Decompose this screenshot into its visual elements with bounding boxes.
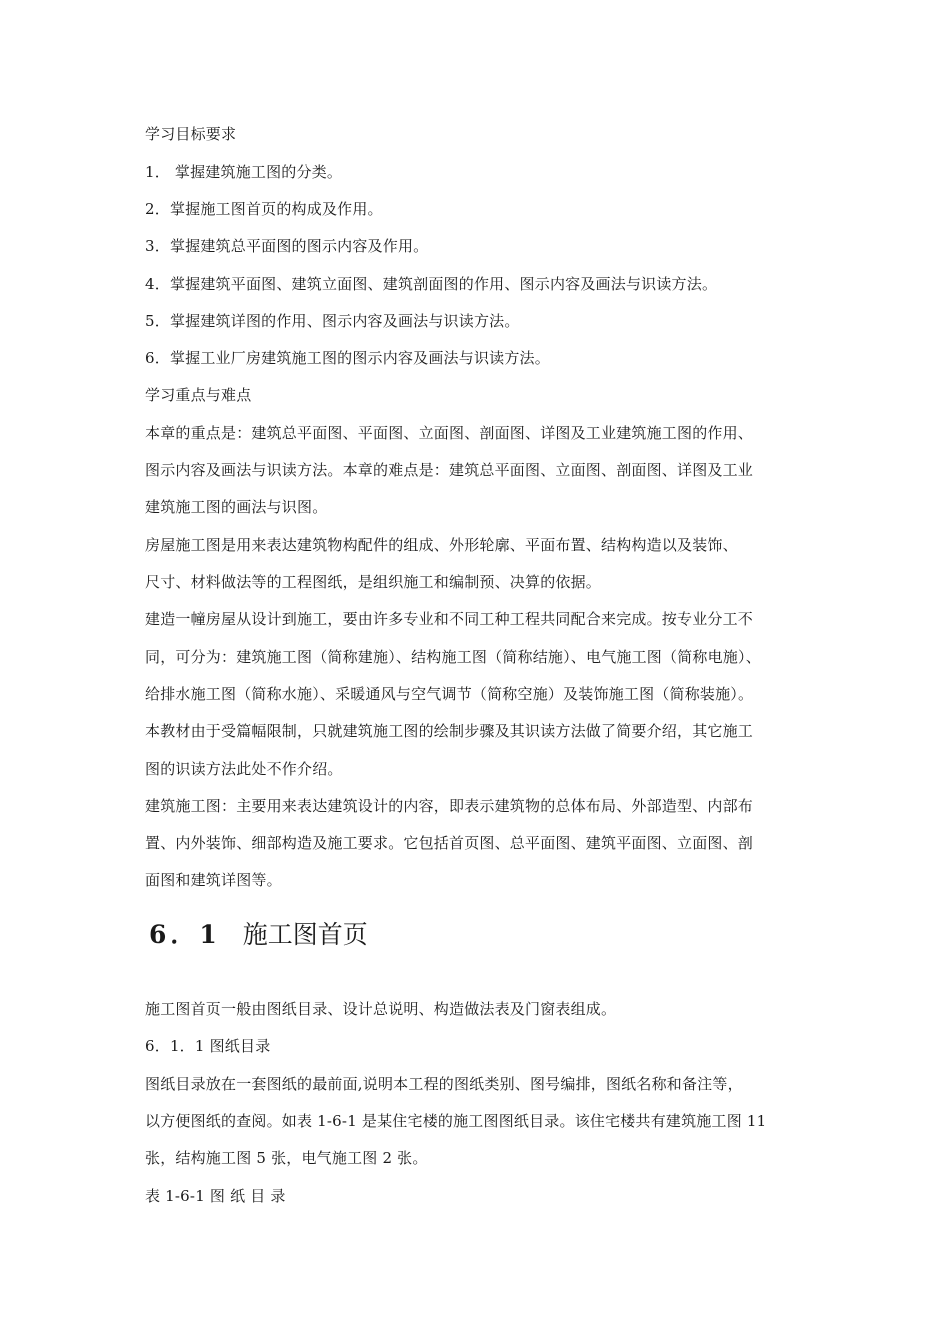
section-title: 施工图首页: [242, 920, 368, 949]
paragraph-line: 本章的重点是：建筑总平面图、平面图、立面图、剖面图、详图及工业建筑施工图的作用、: [145, 424, 754, 442]
goal-item-2: 2．掌握施工图首页的构成及作用。: [145, 200, 383, 218]
table-caption: 表 1-6-1 图 纸 目 录: [145, 1187, 286, 1205]
goal-item-1: 1． 掌握建筑施工图的分类。: [145, 163, 343, 181]
paragraph-line: 建筑施工图的画法与识图。: [145, 498, 328, 516]
paragraph-line: 建造一幢房屋从设计到施工，要由许多专业和不同工种工程共同配合来完成。按专业分工不: [145, 610, 754, 628]
paragraph-line: 本教材由于受篇幅限制，只就建筑施工图的绘制步骤及其识读方法做了简要介绍，其它施工: [145, 722, 754, 740]
paragraph-line: 以方便图纸的查阅。如表 1-6-1 是某住宅楼的施工图图纸目录。该住宅楼共有建筑施工图 11: [145, 1112, 767, 1130]
paragraph-line: 建筑施工图：主要用来表达建筑设计的内容，即表示建筑物的总体布局、外部造型、内部布: [145, 797, 754, 815]
goal-item-3: 3．掌握建筑总平面图的图示内容及作用。: [145, 237, 429, 255]
section-heading: [149, 920, 368, 950]
paragraph-line: 图纸目录放在一套图纸的最前面,说明本工程的图纸类别、图号编排，图纸名称和备注等，: [145, 1075, 743, 1093]
goal-item-4: 4．掌握建筑平面图、建筑立面图、建筑剖面图的作用、图示内容及画法与识读方法。: [145, 275, 718, 293]
paragraph-line: 图示内容及画法与识读方法。本章的难点是：建筑总平面图、立面图、剖面图、详图及工业: [145, 461, 754, 479]
paragraph-line: 张，结构施工图 5 张，电气施工图 2 张。: [145, 1149, 428, 1167]
paragraph-line: 房屋施工图是用来表达建筑物构配件的组成、外形轮廓、平面布置、结构构造以及装饰、: [145, 536, 738, 554]
paragraph-line: 尺寸、材料做法等的工程图纸，是组织施工和编制预、决算的依据。: [145, 573, 602, 591]
section-label-learning-goals: 学习目标要求: [145, 125, 237, 143]
section-number: 6．1: [149, 920, 221, 949]
paragraph-line: 置、内外装饰、细部构造及施工要求。它包括首页图、总平面图、建筑平面图、立面图、剖: [145, 834, 754, 852]
paragraph-line: 图的识读方法此处不作介绍。: [145, 760, 343, 778]
goal-item-6: 6．掌握工业厂房建筑施工图的图示内容及画法与识读方法。: [145, 349, 550, 367]
paragraph-line: 同，可分为：建筑施工图（简称建施）、结构施工图（简称结施）、电气施工图（简称电施）、: [145, 648, 761, 666]
subsection-heading: 6．1．1 图纸目录: [145, 1037, 271, 1055]
section-label-key-points: 学习重点与难点: [145, 386, 252, 404]
paragraph-line: 给排水施工图（简称水施）、采暖通风与空气调节（简称空施）及装饰施工图（简称装施）。: [145, 685, 754, 703]
goal-item-5: 5．掌握建筑详图的作用、图示内容及画法与识读方法。: [145, 312, 520, 330]
paragraph-line: 施工图首页一般由图纸目录、设计总说明、构造做法表及门窗表组成。: [145, 1000, 617, 1018]
paragraph-line: 面图和建筑详图等。: [145, 871, 282, 889]
